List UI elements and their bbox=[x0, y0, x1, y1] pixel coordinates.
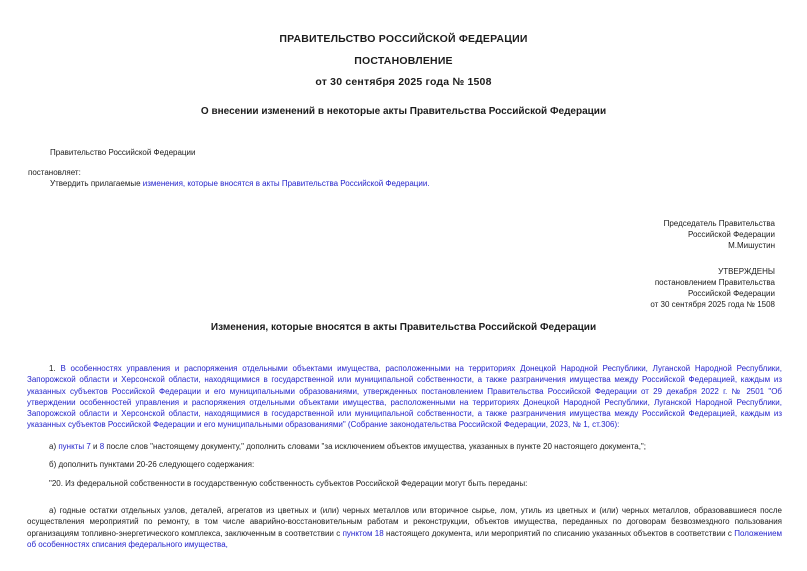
item-a-prefix: а) bbox=[49, 442, 59, 451]
document-title: О внесении изменений в некоторые акты Правительства Российской Федерации bbox=[200, 106, 607, 117]
preamble-resolution bbox=[50, 178, 430, 190]
item-a-and: и bbox=[90, 442, 100, 451]
signature-line-2: Российской Федерации bbox=[688, 230, 775, 239]
annex-item-b: б) дополнить пунктами 20-26 следующего содержания: bbox=[49, 460, 255, 469]
item-a-rest: после слов "настоящему документу," дополнить словами "за исключением объектов имущества, указанных в пункте 20 настоящего документа,"; bbox=[104, 442, 646, 451]
subitem-a-clause-18-link[interactable]: пунктом 18 bbox=[342, 528, 384, 538]
approval-line-2: постановлением Правительства bbox=[654, 278, 775, 287]
preamble-intro: Правительство Российской Федерации bbox=[50, 148, 196, 157]
annex-quote-subitem-a bbox=[27, 505, 782, 550]
subitem-a-text-1: а) годные остатки отдельных узлов, деталей, агрегатов из цветных и (или) черных металлов или вторичное сырье, лом, утиль из цветных и (или) черных металлов, образовавшиеся после осуществления мероприятий по ремонту, в том числе аварийно-восстановительным работам и реконструкции, объектов имущества, переданных по договорам безвозмездного пользования организациям топливно-энергетического комплекса, заключенным в соответствии с bbox=[27, 506, 782, 538]
item-a-clauses-7-link[interactable]: пункты 7 bbox=[58, 442, 91, 451]
approval-line-3: Российской Федерации bbox=[688, 289, 775, 298]
item-a-clause-8-link[interactable]: 8 bbox=[99, 442, 105, 451]
signature-line-1: Председатель Правительства bbox=[663, 219, 775, 228]
header-doc-type: ПОСТАНОВЛЕНИЕ bbox=[354, 55, 453, 67]
approval-line-1: УТВЕРЖДЕНЫ bbox=[718, 267, 775, 276]
approval-line-4: от 30 сентября 2025 года № 1508 bbox=[650, 300, 775, 309]
resolution-amendments-link[interactable]: изменения, которые вносятся в акты Правительства Российской Федерации. bbox=[142, 179, 430, 188]
paragraph-1-number: 1. bbox=[49, 364, 61, 373]
annex-quote-clause-20: "20. Из федеральной собственности в государственную собственность субъектов Российской Федерации могут быть переданы: bbox=[49, 479, 528, 488]
signature-name: М.Мишустин bbox=[728, 241, 775, 250]
annex-title: Изменения, которые вносятся в акты Правительства Российской Федерации bbox=[210, 322, 597, 333]
signature-block bbox=[664, 218, 775, 251]
annex-paragraph-1 bbox=[27, 363, 782, 431]
annex-item-a bbox=[27, 441, 782, 452]
resolution-text: Утвердить прилагаемые bbox=[50, 179, 143, 188]
subitem-a-text-2: настоящего документа, или мероприятий по списанию указанных объектов в соответствии с bbox=[383, 528, 735, 538]
header-organization: ПРАВИТЕЛЬСТВО РОССИЙСКОЙ ФЕДЕРАЦИИ bbox=[279, 33, 528, 45]
header-date-number: от 30 сентября 2025 года № 1508 bbox=[315, 76, 492, 88]
paragraph-1-decree-2501-link[interactable]: В особенностях управления и распоряжения отдельными объектами имущества, расположенными на территориях Донецкой Народной Республики, Луганской Народной Республики, Запорожской области и Херсонской области, находящимися в государственной или муниципальной собственности, а также разграничения имущества между Российской Федерацией, каждым из указанных субъектов Российской Федерации и его муниципальными образованиями, утвержденных постановлением Правительства Российской Федерации от 29 декабря 2022 г. № 2501 "Об утверждении особенностей управления и распоряжения отдельными объектами имущества, расположенными на территориях Донецкой Народной Республики, Луганской Народной Республики, Запорожской области и Херсонской области, находящимися в государственной или муниципальной собственности, а также разграничения имущества между Российской Федерацией, каждым из указанных субъектов Российской Федерации и его муниципальными образованиями" (Собрание законодательства Российской Федерации, 2023, № 1, ст.306): bbox=[27, 364, 782, 430]
subitem-a-regulation-link[interactable]: Положением об особенностях списания федерального имущества, bbox=[27, 528, 783, 549]
preamble-decides: постановляет: bbox=[28, 168, 81, 177]
approval-block bbox=[650, 266, 775, 310]
